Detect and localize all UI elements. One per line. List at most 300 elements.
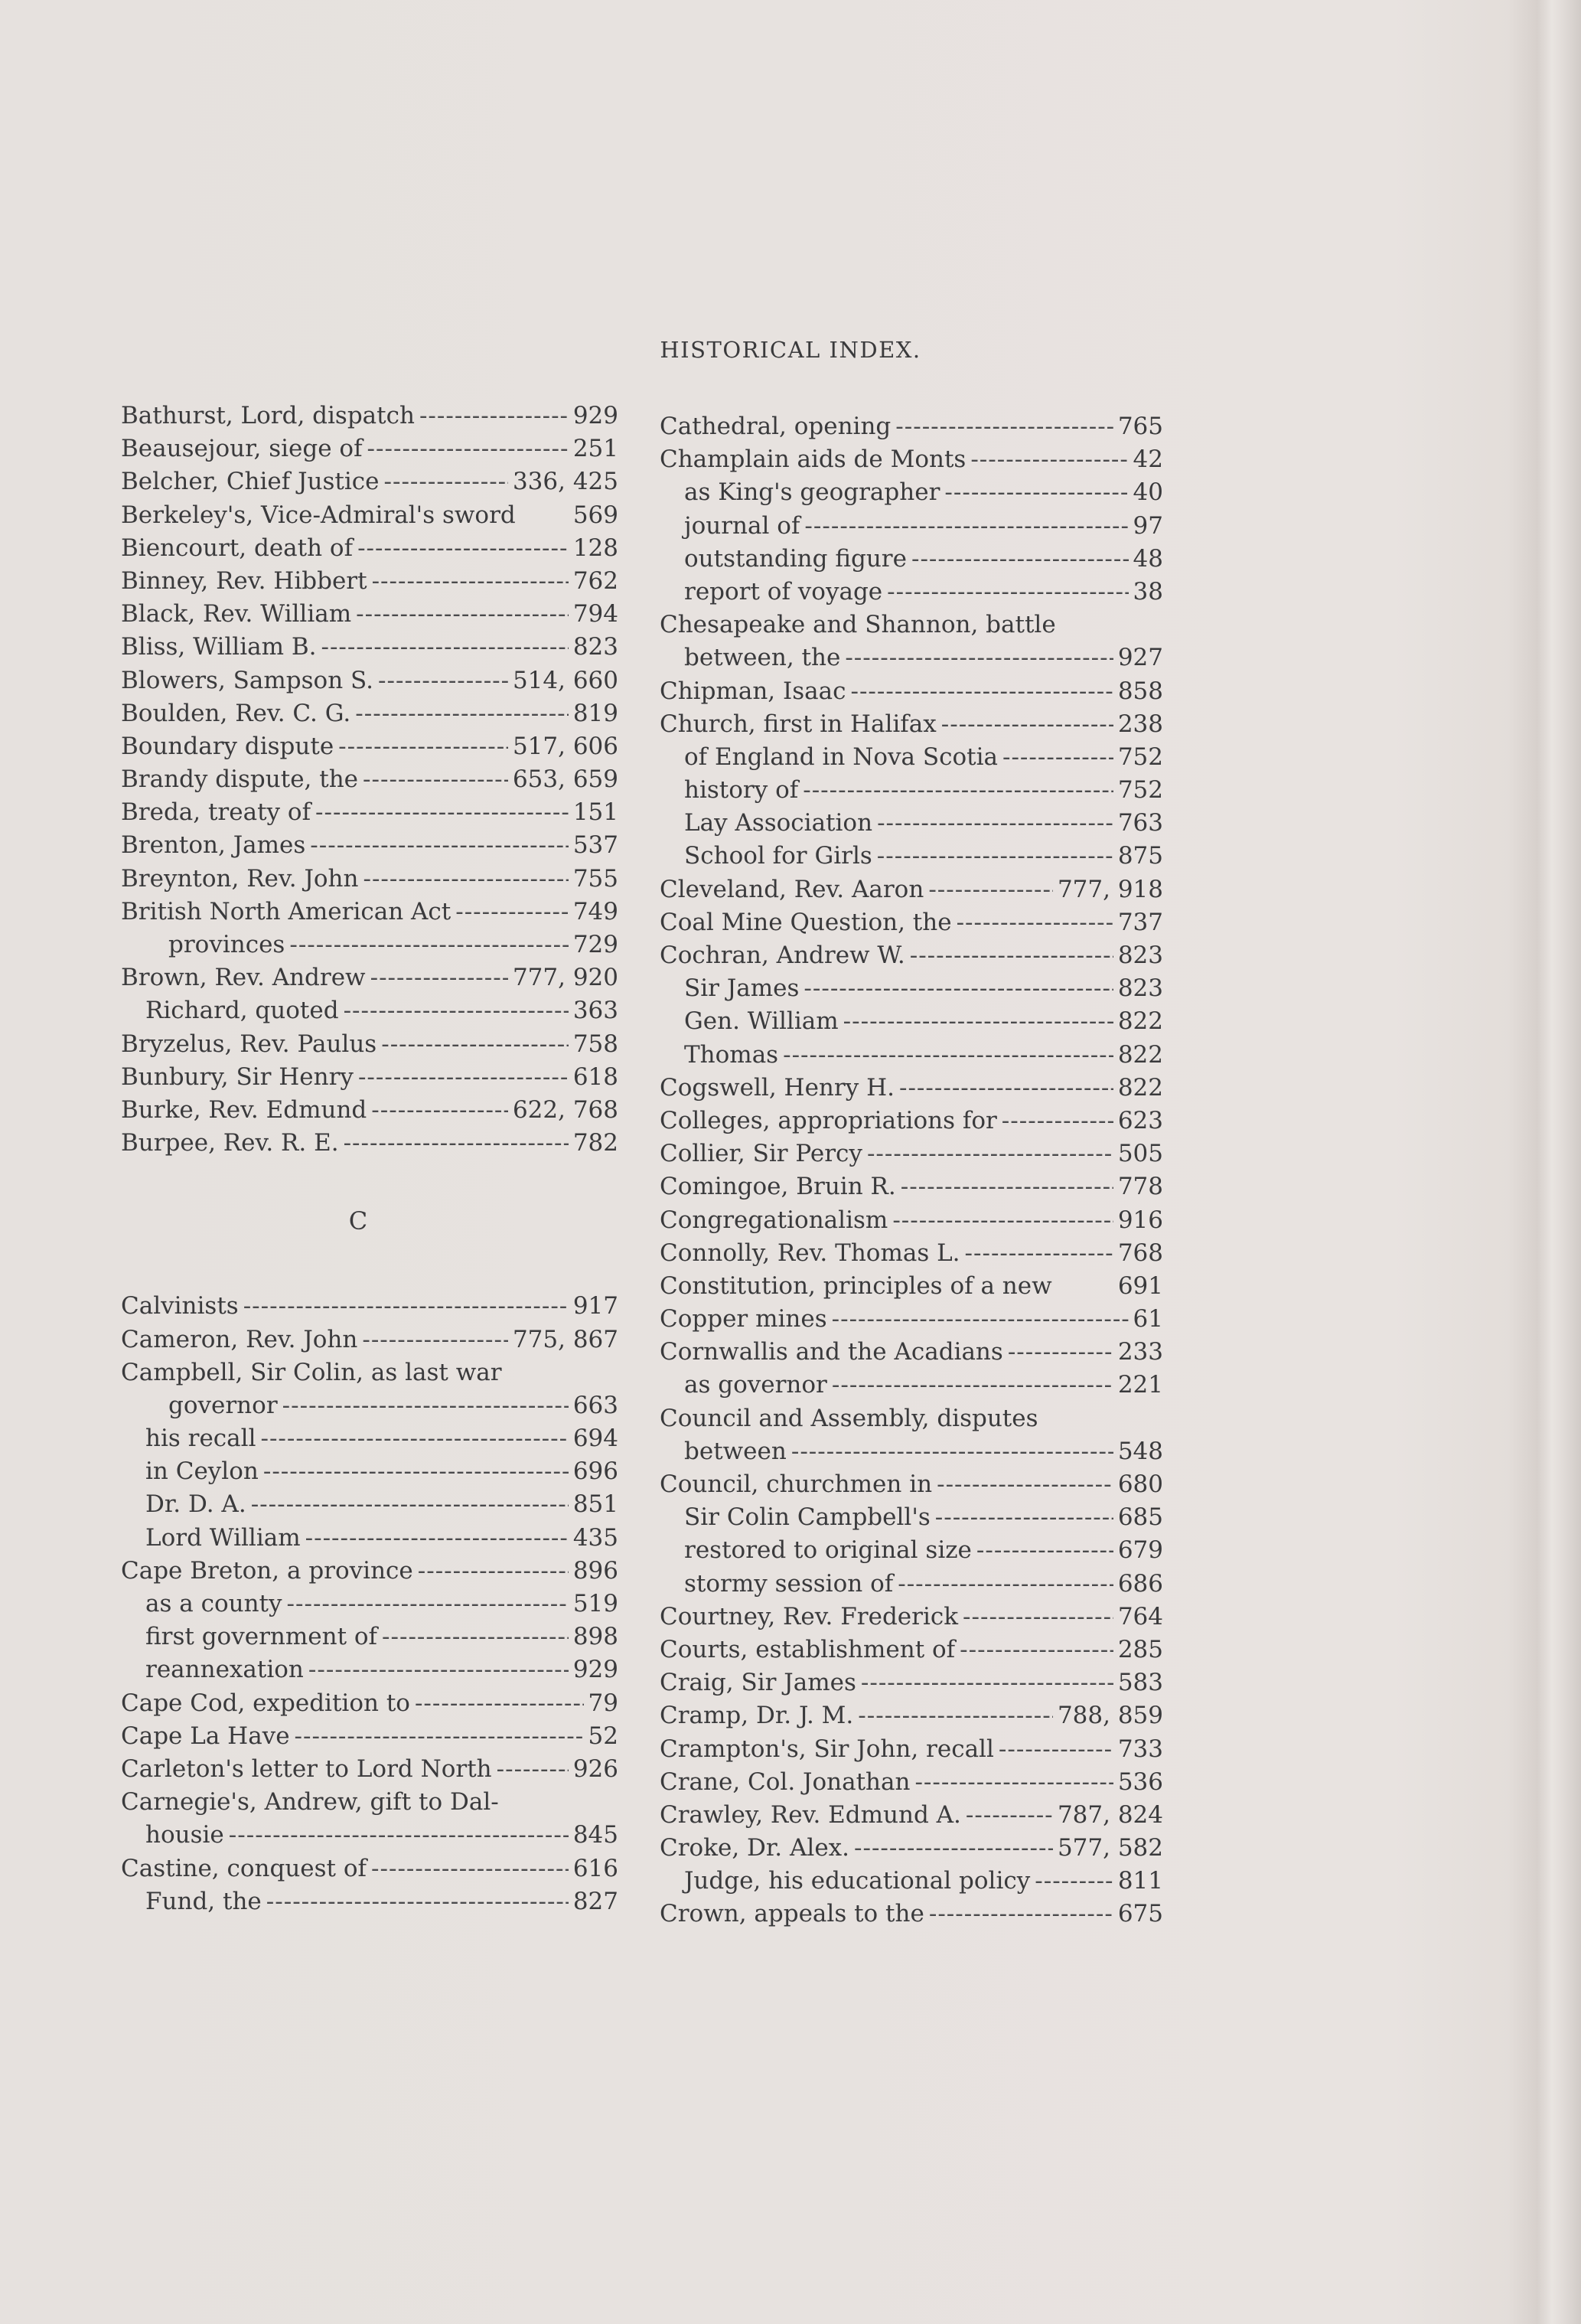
index-entry [121,1819,618,1852]
entry-page-number: 768 [1117,1239,1163,1267]
dot-leader [850,675,1113,708]
entry-page-number: 569 [572,501,618,529]
entry-text: Biencourt, death of [121,534,354,562]
index-entry [660,1898,1163,1931]
entry-page-number: 251 [572,435,618,463]
entry-page-number: 363 [572,997,618,1025]
entry-page-number: 827 [572,1887,618,1915]
dot-leader [355,697,569,730]
entry-page-number: 823 [1117,942,1163,969]
index-entry [121,1488,618,1521]
index-entry [121,1389,618,1422]
entry-page-number: 822 [1117,1073,1163,1102]
dot-leader [832,1369,1113,1402]
entry-text: Brown, Rev. Andrew [121,964,366,992]
index-entry [121,1786,618,1819]
index-entry [660,1072,1163,1105]
entry-page-number: 285 [1117,1635,1163,1663]
entry-page-number: 79 [588,1689,618,1717]
dot-leader [1002,741,1113,774]
entry-page-number: 233 [1117,1338,1163,1366]
entry-text: Crane, Col. Jonathan [660,1767,911,1796]
dot-leader [384,465,508,498]
index-entry [660,1303,1163,1336]
entry-text: between [684,1437,787,1465]
dot-leader [937,1468,1113,1501]
entry-page-number: 548 [1117,1437,1163,1465]
index-entry [660,807,1163,840]
dot-leader [960,1634,1113,1666]
entry-page-number: 777, 920 [512,964,618,992]
entry-text: Colleges, appropriations for [660,1106,997,1134]
entry-page-number: 929 [572,1656,618,1684]
dot-leader [965,1237,1113,1270]
index-entry [121,929,618,961]
index-entry [660,1799,1163,1832]
entry-page-number: 686 [1117,1569,1163,1598]
dot-leader [892,1204,1113,1237]
entry-text: Castine, conquest of [121,1854,367,1882]
entry-page-number: 927 [1117,644,1163,672]
index-entry [660,1369,1163,1402]
entry-page-number: 696 [572,1457,618,1486]
entry-text: Cape Cod, expedition to [121,1689,410,1717]
index-entry [121,631,618,664]
index-entry [660,1832,1163,1865]
index-entry [121,1127,618,1160]
entry-page-number: 537 [572,831,618,860]
left-column [121,400,618,1918]
entry-text: housie [145,1821,224,1849]
entry-text: School for Girls [684,842,872,870]
dot-leader [356,598,569,631]
dot-leader [263,1455,569,1488]
index-entry [660,1402,1163,1435]
index-entry [121,796,618,829]
index-entry [121,1455,618,1488]
entry-text: his recall [145,1425,256,1453]
entry-text: report of voyage [684,577,883,605]
dot-leader [418,1555,569,1588]
entry-text: between, the [684,644,841,672]
left-entries-c [121,1290,618,1918]
entry-text: restored to original size [684,1536,972,1565]
dot-leader [362,1324,508,1356]
entry-text: Sir James [684,974,800,1003]
dot-leader [305,1522,569,1555]
entry-text: Belcher, Chief Justice [121,468,380,496]
entry-page-number: 238 [1117,710,1163,738]
entry-text: Breynton, Rev. John [121,864,359,893]
entry-text: Champlain aids de Monts [660,446,967,474]
dot-leader [357,532,569,565]
dot-leader [251,1488,569,1521]
entry-page-number: 765 [1117,413,1163,440]
index-entry [121,598,618,631]
index-entry [660,1733,1163,1766]
entry-text: Cogswell, Henry H. [660,1073,895,1102]
entry-page-number: 128 [572,534,618,562]
index-entry [121,532,618,565]
index-entry [121,863,618,896]
entry-text: Calvinists [121,1292,239,1320]
dot-leader [378,664,508,697]
dot-leader [371,1852,569,1885]
index-entry [121,1653,618,1686]
dot-leader [944,476,1128,509]
entry-page-number: 729 [572,931,618,958]
index-entry [660,840,1163,873]
entry-text: Comingoe, Bruin R. [660,1173,896,1201]
entry-text: Sir Colin Campbell's [684,1503,931,1532]
index-entry [660,1468,1163,1501]
entry-page-number: 787, 824 [1057,1800,1163,1829]
right-column [660,410,1163,1931]
entry-text: Lay Association [684,809,873,837]
entry-text: as a county [145,1590,282,1617]
entry-text: Bathurst, Lord, dispatch [121,402,415,429]
dot-leader [363,863,568,896]
entry-text: Burke, Rev. Edmund [121,1095,367,1124]
index-entry [660,1204,1163,1237]
entry-text: Lord William [145,1523,301,1552]
entry-page-number: 794 [572,600,618,628]
dot-leader [804,510,1128,543]
entry-page-number: 929 [572,402,618,429]
index-entry [660,1336,1163,1369]
index-entry [121,1588,618,1621]
dot-leader [899,1072,1113,1105]
entry-page-number: 97 [1133,511,1163,540]
dot-leader [260,1422,568,1455]
index-entry [121,1290,618,1323]
index-entry [660,1568,1163,1601]
index-entry [121,1885,618,1918]
dot-leader [854,1832,1053,1865]
entry-text: Cramp, Dr. J. M. [660,1702,854,1730]
entry-page-number: 40 [1133,478,1163,507]
entry-page-number: 737 [1117,908,1163,936]
entry-page-number: 336, 425 [512,468,618,496]
entry-text: governor [168,1391,278,1419]
entry-page-number: 618 [572,1062,618,1091]
dot-leader [282,1389,569,1422]
dot-leader [363,763,508,796]
entry-page-number: 755 [572,864,618,893]
dot-leader [310,829,569,862]
entry-text: Cornwallis and the Acadians [660,1338,1003,1366]
dot-leader [783,1039,1113,1072]
entry-text: Crown, appeals to the [660,1900,924,1928]
entry-text: Chipman, Isaac [660,677,846,705]
entry-page-number: 514, 660 [512,666,618,694]
index-entry [121,1356,618,1389]
entry-text: provinces [168,931,285,958]
index-entry [121,1061,618,1094]
index-entry [660,1270,1163,1303]
dot-leader [970,443,1128,476]
entry-text: of England in Nova Scotia [684,743,998,771]
dot-leader [911,543,1129,576]
entry-page-number: 622, 768 [512,1095,618,1124]
entry-page-number: 435 [572,1523,618,1552]
entry-page-number: 749 [572,897,618,925]
index-entry [121,961,618,994]
index-entry [660,641,1163,674]
dot-leader [941,708,1113,741]
dot-leader [845,641,1113,674]
entry-text: stormy session of [684,1569,894,1598]
entry-text: Church, first in Halifax [660,710,937,738]
entry-page-number: 52 [588,1722,618,1750]
entry-page-number: 777, 918 [1057,875,1163,903]
dot-leader [315,796,569,829]
entry-page-number: 680 [1117,1470,1163,1498]
index-entry [121,1753,618,1786]
dot-leader [344,1127,569,1160]
entry-text: Richard, quoted [145,997,339,1025]
entry-text: Bliss, William B. [121,633,317,661]
entry-text: Council, churchmen in [660,1470,933,1498]
entry-page-number: 926 [572,1754,618,1783]
dot-leader [803,774,1113,807]
dot-leader [382,1621,569,1653]
dot-leader [344,994,569,1027]
index-entry [660,1105,1163,1138]
index-entry [121,1852,618,1885]
entry-page-number: 788, 859 [1057,1702,1163,1730]
index-entry [121,697,618,730]
index-entry [660,774,1163,807]
entry-page-number: 61 [1133,1305,1163,1333]
index-entry [121,1324,618,1356]
entry-page-number: 519 [572,1590,618,1617]
page-title: HISTORICAL INDEX. [660,337,921,363]
index-entry [121,994,618,1027]
entry-page-number: 694 [572,1425,618,1453]
entry-page-number: 577, 582 [1057,1834,1163,1862]
entry-page-number: 916 [1117,1206,1163,1234]
entry-text: Craig, Sir James [660,1669,856,1697]
index-entry [660,476,1163,509]
dot-leader [858,1699,1053,1732]
entry-text: Connolly, Rev. Thomas L. [660,1239,960,1267]
entry-page-number: 823 [572,633,618,661]
index-entry [121,1422,618,1455]
dot-leader [935,1501,1113,1534]
entry-page-number: 663 [572,1391,618,1419]
index-entry [121,400,618,432]
index-entry [121,896,618,929]
dot-leader [914,1766,1113,1799]
dot-leader [999,1733,1113,1766]
entry-text: Dr. D. A. [145,1490,246,1519]
index-entry [660,543,1163,576]
entry-page-number: 898 [572,1623,618,1651]
index-entry [660,1534,1163,1567]
entry-text: Courtney, Rev. Frederick [660,1602,959,1630]
dot-leader [877,807,1113,840]
entry-page-number: 733 [1117,1735,1163,1763]
dot-leader [877,840,1113,873]
dot-leader [895,410,1113,443]
entry-text: first government of [145,1623,378,1651]
entry-page-number: 778 [1117,1173,1163,1201]
entry-text: Campbell, Sir Colin, as last war [121,1358,502,1386]
dot-leader [1002,1105,1113,1138]
dot-leader [229,1819,569,1852]
index-entry [660,410,1163,443]
index-entry [660,1601,1163,1634]
entry-text: Crawley, Rev. Edmund A. [660,1800,961,1829]
right-entries-c [660,410,1163,1931]
entry-text: Cape La Have [121,1722,290,1750]
index-entry [121,432,618,465]
entry-page-number: 851 [572,1490,618,1519]
entry-page-number: 48 [1133,544,1163,573]
index-entry [121,829,618,862]
entry-page-number: 811 [1117,1867,1163,1895]
entry-text: Breda, treaty of [121,798,311,827]
dot-leader [867,1138,1113,1170]
dot-leader [266,1885,569,1918]
entry-text: Bryzelus, Rev. Paulus [121,1030,377,1058]
dot-leader [791,1435,1113,1468]
entry-text: Cape Breton, a province [121,1556,413,1585]
entry-text: Black, Rev. William [121,600,352,628]
index-entry [660,906,1163,939]
dot-leader [372,565,569,598]
entry-page-number: 822 [1117,1007,1163,1036]
index-entry [121,1094,618,1127]
entry-text: Brenton, James [121,831,306,860]
dot-leader [370,961,508,994]
entry-text: Cochran, Andrew W. [660,942,905,969]
index-entry [660,708,1163,741]
entry-text: as King's geographer [684,478,940,507]
entry-text: as governor [684,1371,827,1399]
entry-page-number: 858 [1117,677,1163,705]
entry-text: Cathedral, opening [660,413,892,440]
index-entry [121,1621,618,1653]
dot-leader [243,1290,569,1323]
index-entry [121,1522,618,1555]
entry-page-number: 917 [572,1292,618,1320]
entry-page-number: 653, 659 [512,765,618,794]
entry-text: Fund, the [145,1887,262,1915]
dot-leader [287,1588,569,1621]
dot-leader [415,1687,584,1720]
dot-leader [966,1799,1053,1832]
index-entry [660,1699,1163,1732]
entry-text: Courts, establishment of [660,1635,956,1663]
entry-text: Collier, Sir Percy [660,1140,862,1168]
dot-leader [928,873,1053,906]
entry-page-number: 896 [572,1556,618,1585]
index-entry [121,763,618,796]
entry-text: Beausejour, siege of [121,435,363,463]
index-entry [660,1666,1163,1699]
entry-page-number: 782 [572,1129,618,1157]
dot-leader [929,1898,1113,1931]
dot-leader [381,1028,569,1061]
dot-leader [832,1303,1129,1336]
index-entry [660,1005,1163,1038]
index-entry [121,1555,618,1588]
index-entry [660,675,1163,708]
entry-text: British North American Act [121,897,451,925]
index-entry [660,741,1163,774]
index-entry [121,1720,618,1753]
entry-text: Chesapeake and Shannon, battle [660,611,1056,639]
entry-text: Crampton's, Sir John, recall [660,1735,994,1763]
index-entry [121,1687,618,1720]
entry-page-number: 752 [1117,776,1163,805]
entry-text: Congregationalism [660,1206,888,1234]
dot-leader [367,432,569,465]
dot-leader [295,1720,584,1753]
entry-text: Carleton's letter to Lord North [121,1754,492,1783]
index-entry [660,1501,1163,1534]
dot-leader [910,939,1113,972]
index-entry [121,465,618,498]
entry-text: Judge, his educational policy [684,1867,1031,1895]
entry-text: Boundary dispute [121,732,334,760]
entry-page-number: 536 [1117,1767,1163,1796]
index-entry [660,873,1163,906]
entry-text: Boulden, Rev. C. G. [121,699,351,727]
dot-leader [963,1601,1113,1634]
index-entry [660,1170,1163,1203]
entry-text: Berkeley's, Vice-Admiral's sword [121,501,516,529]
entry-page-number: 752 [1117,743,1163,771]
entry-text: Coal Mine Question, the [660,908,952,936]
index-entry [660,1766,1163,1799]
left-entries-b [121,400,618,1160]
entry-page-number: 675 [1117,1900,1163,1928]
dot-leader [1008,1336,1113,1369]
entry-text: Bunbury, Sir Henry [121,1062,354,1091]
entry-text: Constitution, principles of a new [660,1271,1052,1300]
entry-page-number: 685 [1117,1503,1163,1532]
entry-page-number: 583 [1117,1669,1163,1697]
index-entry [121,730,618,763]
dot-leader [843,1005,1113,1038]
index-entry [121,664,618,697]
dot-leader [321,631,568,664]
entry-page-number: 819 [572,699,618,727]
entry-page-number: 762 [572,566,618,595]
index-entry [660,609,1163,641]
entry-page-number: 679 [1117,1536,1163,1565]
dot-leader [338,730,508,763]
entry-text: Gen. William [684,1007,839,1036]
index-entry [121,499,618,532]
dot-leader [861,1666,1113,1699]
entry-page-number: 221 [1117,1371,1163,1399]
entry-page-number: 38 [1133,577,1163,605]
entry-text: reannexation [145,1656,304,1684]
entry-text: Cleveland, Rev. Aaron [660,875,924,903]
index-entry [660,1435,1163,1468]
entry-text: in Ceylon [145,1457,259,1486]
index-entry [660,443,1163,476]
dot-leader [1035,1865,1113,1898]
entry-page-number: 151 [572,798,618,827]
dot-leader [308,1653,569,1686]
entry-page-number: 775, 867 [512,1325,618,1353]
entry-text: Blowers, Sampson S. [121,666,374,694]
